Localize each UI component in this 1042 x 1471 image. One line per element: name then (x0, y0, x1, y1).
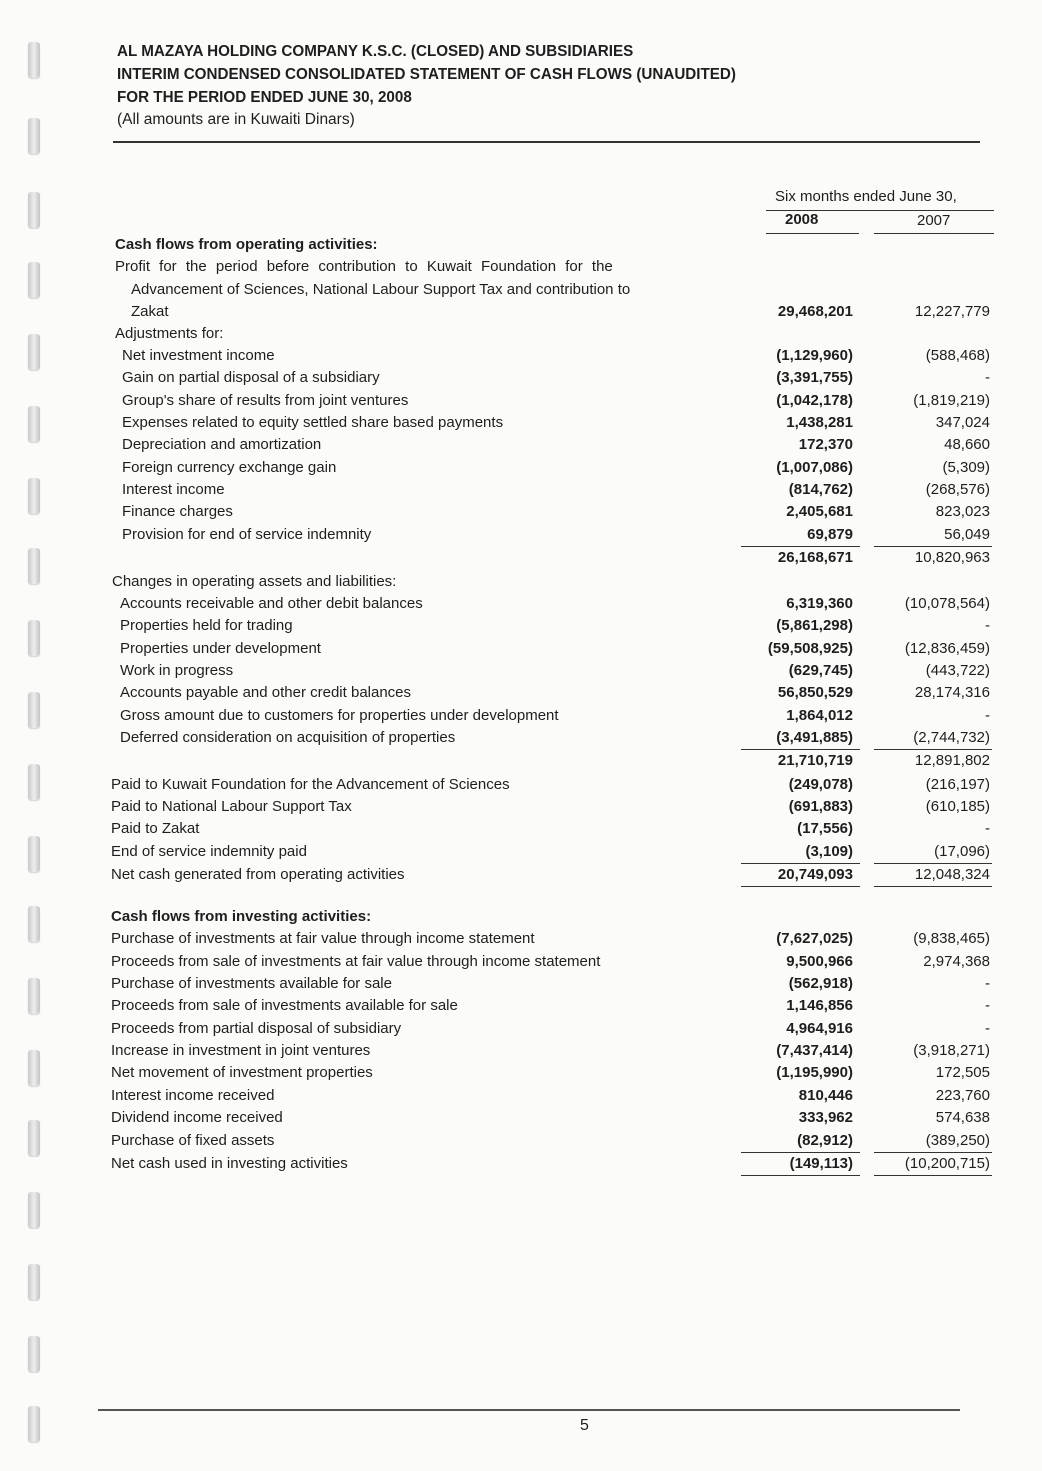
row-label: Provision for end of service indemnity (122, 525, 372, 543)
row-label: Cash flows from investing activities: (111, 908, 372, 925)
table-row (0, 1130, 1042, 1152)
row-label: Deferred consideration on acquisition of properties (120, 728, 456, 746)
table-row (0, 841, 1042, 863)
subtotal-rule (874, 886, 992, 887)
row-label: Expenses related to equity settled share based payments (122, 414, 504, 432)
value-2008: (82,912) (797, 1131, 853, 1149)
profit-row: Zakat 29,468,201 12,227,779 (0, 301, 1042, 323)
value-2008: (59,508,925) (767, 639, 853, 657)
table-row (0, 727, 1042, 749)
value-2007: - (985, 975, 990, 993)
subtotal-rule (741, 1175, 860, 1176)
section-heading: Cash flows from operating activities: (115, 236, 378, 253)
row-label: Purchase of investments available for sale (111, 975, 392, 993)
value-2007: 12,048,324 (914, 866, 990, 884)
year-2007-heading: 2007 (917, 212, 951, 229)
value-2008: (3,109) (805, 842, 853, 860)
adjustments-label: Adjustments for: (115, 325, 224, 342)
value-2008: 29,468,201 (777, 303, 853, 320)
table-row (0, 367, 1042, 389)
value-2008: (1,042,178) (776, 391, 853, 409)
row-label: Increase in investment in joint ventures (111, 1042, 371, 1060)
value-2007: 12,891,802 (914, 752, 990, 770)
value-2008: (7,437,414) (776, 1042, 853, 1060)
profit-label-line: Profit for the period before contribution to Kuwait Foundation for the (115, 258, 613, 275)
value-2008: (1,007,086) (776, 458, 853, 476)
row-label: Net cash used in investing activities (111, 1154, 348, 1172)
value-2007: - (985, 1019, 990, 1037)
row-label: Purchase of investments at fair value through income statement (111, 930, 535, 948)
year-2008-heading: 2008 (785, 211, 819, 228)
row-label: Finance charges (122, 503, 233, 521)
row-label: Paid to National Labour Support Tax (111, 798, 352, 815)
row-label: Proceeds from sale of investments available for sale (111, 997, 458, 1015)
value-2007: (17,096) (934, 842, 990, 860)
value-2007: (3,918,271) (913, 1042, 990, 1060)
row-label: Interest income (122, 481, 225, 499)
value-2007: (588,468) (925, 347, 990, 364)
table-row (0, 434, 1042, 456)
value-2007: (10,078,564) (904, 594, 990, 612)
value-2007: (389,250) (925, 1131, 990, 1149)
binding-hole (28, 1264, 40, 1300)
value-2007: 223,760 (935, 1086, 990, 1104)
value-2008: 810,446 (798, 1086, 853, 1104)
row-label: Gross amount due to customers for properties under development (120, 706, 559, 724)
row-label: Gain on partial disposal of a subsidiary (122, 369, 380, 387)
table-row (0, 682, 1042, 704)
row-label: Accounts receivable and other debit balances (120, 594, 423, 612)
table-row (0, 951, 1042, 973)
row-label: Interest income received (111, 1086, 275, 1104)
period-title: FOR THE PERIOD ENDED JUNE 30, 2008 (117, 89, 412, 106)
binding-hole (28, 42, 40, 78)
value-2008: (814,762) (788, 481, 853, 499)
value-2008: (249,078) (788, 775, 853, 793)
row-label: Work in progress (120, 661, 234, 679)
value-2008: 69,879 (807, 525, 853, 543)
table-row (0, 1062, 1042, 1084)
value-2007: (610,185) (925, 798, 990, 815)
value-2007: 56,049 (944, 525, 990, 543)
currency-note: (All amounts are in Kuwaiti Dinars) (117, 111, 355, 128)
net-operating-row (0, 864, 1042, 886)
value-2008: 9,500,966 (786, 952, 853, 970)
period-heading: Six months ended June 30, (775, 188, 957, 205)
value-2007: 172,505 (935, 1064, 990, 1082)
row-label: Group's share of results from joint ventures (122, 391, 409, 409)
row-label: Paid to Zakat (111, 820, 200, 838)
subtotal-rule (741, 886, 860, 887)
row-label: Accounts payable and other credit balances (120, 684, 412, 702)
profit-label-line: Advancement of Sciences, National Labour Support Tax and contribution to (131, 281, 631, 298)
table-row (0, 995, 1042, 1017)
table-row (0, 638, 1042, 660)
value-2007: - (985, 706, 990, 724)
section-heading (0, 906, 1042, 928)
value-2008: 1,146,856 (786, 997, 853, 1015)
table-row (0, 345, 1042, 367)
value-2008: 20,749,093 (777, 866, 853, 884)
value-2007: 12,227,779 (914, 303, 990, 320)
value-2008: 2,405,681 (786, 503, 853, 521)
value-2007: (12,836,459) (904, 639, 990, 657)
binding-hole (28, 1336, 40, 1372)
header-rule (113, 141, 980, 143)
row-label: Proceeds from sale of investments at fair value through income statement (111, 952, 601, 970)
binding-hole (28, 1192, 40, 1228)
table-row (0, 705, 1042, 727)
document-header (117, 40, 769, 131)
row-label: Changes in operating assets and liabilities: (112, 572, 397, 590)
value-2008: (3,491,885) (776, 728, 853, 746)
value-2008: (629,745) (788, 661, 853, 679)
company-name: AL MAZAYA HOLDING COMPANY K.S.C. (CLOSED) AND SUBSIDIARIES (117, 43, 634, 60)
row-label: Properties under development (120, 639, 321, 657)
value-2007: (268,576) (925, 481, 990, 499)
page-number: 5 (580, 1417, 589, 1434)
row-label: Proceeds from partial disposal of subsidiary (111, 1019, 402, 1037)
value-2007: 347,024 (935, 414, 990, 432)
value-2008: (1,195,990) (776, 1064, 853, 1082)
value-2007: (9,838,465) (913, 930, 990, 948)
table-row (0, 390, 1042, 412)
binding-hole (28, 118, 40, 154)
subtotal-row (0, 750, 1042, 772)
value-2008: (3,391,755) (776, 369, 853, 387)
value-2008: (1,129,960) (776, 347, 853, 364)
value-2008: 6,319,360 (786, 594, 853, 612)
table-row (0, 774, 1042, 796)
table-row (0, 1018, 1042, 1040)
row-label: Depreciation and amortization (122, 436, 322, 454)
value-2008: 333,962 (798, 1109, 853, 1127)
table-row (0, 928, 1042, 950)
footer-rule (98, 1409, 960, 1411)
value-2008: (691,883) (788, 798, 853, 815)
value-2007: (216,197) (925, 775, 990, 793)
row-label: Net investment income (122, 347, 275, 364)
row-label: Dividend income received (111, 1109, 283, 1127)
value-2007: 48,660 (944, 436, 990, 454)
value-2007: (443,722) (925, 661, 990, 679)
row-label: Properties held for trading (120, 617, 293, 635)
value-2007: (5,309) (942, 458, 990, 476)
table-row (0, 479, 1042, 501)
net-investing-row (0, 1153, 1042, 1175)
table-row (0, 501, 1042, 523)
subtotal-rule (874, 1175, 992, 1176)
table-row (0, 1107, 1042, 1129)
value-2008: 1,438,281 (786, 414, 853, 432)
value-2007: 2,974,368 (923, 952, 990, 970)
statement-title: INTERIM CONDENSED CONSOLIDATED STATEMENT OF CASH FLOWS (UNAUDITED) (117, 66, 736, 83)
table-row (0, 412, 1042, 434)
table-row (0, 818, 1042, 840)
value-2007: 574,638 (935, 1109, 990, 1127)
row-label: End of service indemnity paid (111, 842, 307, 860)
binding-hole (28, 192, 40, 228)
row-label: Purchase of fixed assets (111, 1131, 275, 1149)
value-2007: 823,023 (935, 503, 990, 521)
table-row (0, 660, 1042, 682)
value-2008: (7,627,025) (776, 930, 853, 948)
value-2008: (17,556) (797, 820, 853, 838)
subtotal-row (0, 547, 1042, 569)
value-2007: 10,820,963 (914, 549, 990, 567)
value-2007: (1,819,219) (913, 391, 990, 409)
row-label: Net cash generated from operating activities (111, 866, 405, 884)
value-2007: 28,174,316 (914, 684, 990, 702)
table-row (0, 1085, 1042, 1107)
value-2008: (562,918) (788, 975, 853, 993)
table-row (0, 1040, 1042, 1062)
value-2007: - (985, 369, 990, 387)
value-2008: 26,168,671 (777, 549, 853, 567)
table-row (0, 457, 1042, 479)
table-row (0, 615, 1042, 637)
binding-hole (28, 1406, 40, 1442)
value-2007: - (985, 997, 990, 1015)
value-2007: - (985, 820, 990, 838)
value-2008: 21,710,719 (777, 752, 853, 770)
row-label: Foreign currency exchange gain (122, 458, 337, 476)
value-2007: (2,744,732) (913, 728, 990, 746)
value-2007: - (985, 617, 990, 635)
value-2007: (10,200,715) (904, 1154, 990, 1172)
value-2008: 172,370 (798, 436, 853, 454)
table-row (0, 973, 1042, 995)
row-label: Net movement of investment properties (111, 1064, 373, 1082)
table-row (0, 796, 1042, 818)
row-label: Paid to Kuwait Foundation for the Advancement of Sciences (111, 775, 510, 793)
changes-label (0, 571, 1042, 593)
table-row (0, 524, 1042, 546)
value-2008: 56,850,529 (777, 684, 853, 702)
value-2008: 4,964,916 (786, 1019, 853, 1037)
value-2008: (149,113) (789, 1154, 853, 1172)
value-2008: 1,864,012 (786, 706, 853, 724)
table-row (0, 593, 1042, 615)
value-2008: (5,861,298) (776, 617, 853, 635)
